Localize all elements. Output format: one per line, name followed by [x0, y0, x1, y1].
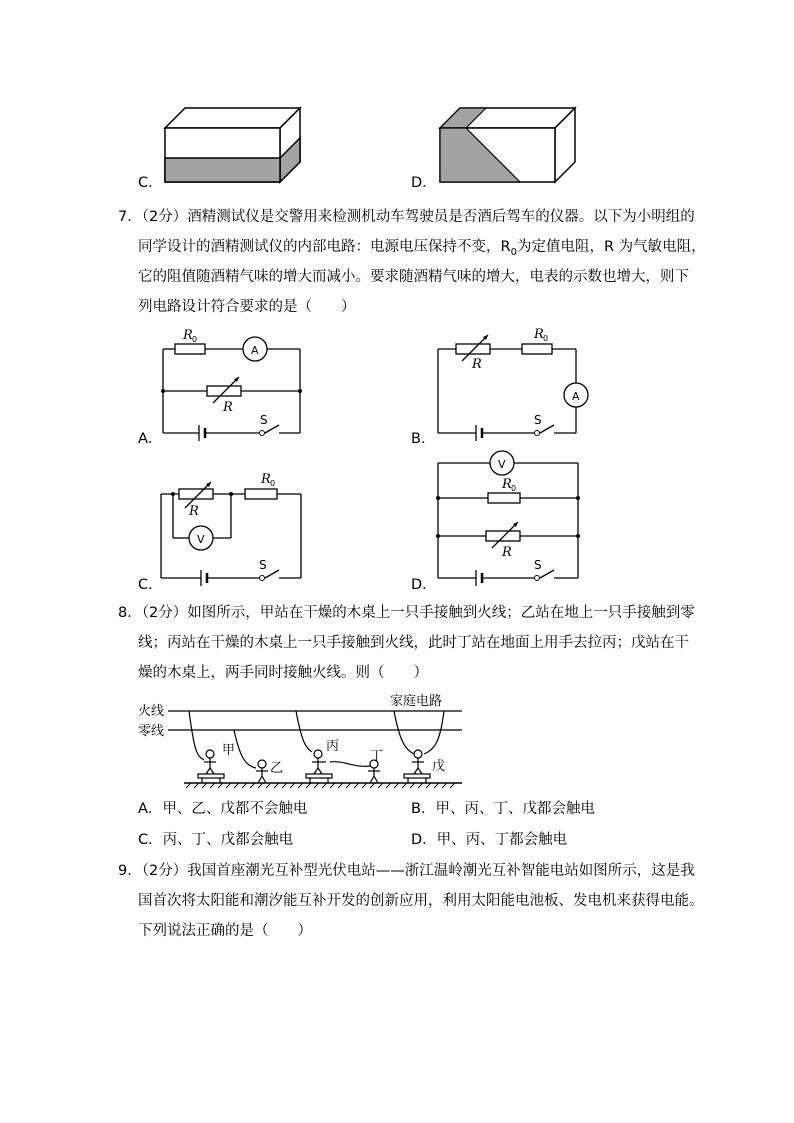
svg-text:丁: 丁: [370, 749, 384, 764]
svg-text:S: S: [534, 413, 542, 427]
q9-line-1: 9．（2分）我国首座潮光互补型光伏电站——浙江温岭潮光互补智能电站如图所示，这是我: [118, 863, 695, 879]
svg-text:R: R: [261, 472, 271, 487]
q7-option-c-label: C．: [138, 577, 163, 593]
svg-text:V: V: [197, 533, 205, 546]
q7-circuit-b: [430, 325, 600, 445]
q8-line-1: 8．（2分）如图所示，甲站在干燥的木桌上一只手接触到火线；乙站在地上一只手接触到零: [118, 605, 695, 621]
svg-text:S: S: [260, 413, 268, 427]
svg-text:V: V: [498, 458, 506, 471]
q6-option-d-label: D．: [411, 175, 437, 191]
q6-figure-c: [160, 100, 305, 190]
q9-line-2: 国首次将太阳能和潮汐能互补开发的创新应用，利用太阳能电池板、发电机来获得电能。: [138, 893, 704, 909]
q9-score: （2分）: [141, 863, 188, 879]
svg-text:R: R: [472, 357, 482, 372]
svg-text:R: R: [502, 477, 512, 492]
svg-text:R: R: [534, 327, 544, 342]
svg-text:0: 0: [511, 484, 517, 493]
q8-option-b: B．甲、丙、丁、戊都会触电: [411, 801, 595, 817]
svg-text:R: R: [223, 400, 233, 415]
svg-text:0: 0: [543, 334, 549, 343]
q7-option-a-label: A．: [138, 431, 163, 447]
q7-option-d-label: D．: [411, 577, 437, 593]
q7-option-b-label: B．: [411, 431, 436, 447]
q7-number: 7．: [118, 209, 142, 225]
svg-text:零线: 零线: [138, 724, 165, 739]
svg-text:0: 0: [192, 335, 198, 344]
q8-option-d: D．甲、丙、丁都会触电: [411, 832, 568, 848]
svg-text:丙: 丙: [326, 739, 340, 754]
svg-text:S: S: [259, 558, 267, 572]
q8-option-c: C．丙、丁、戊都会触电: [138, 832, 294, 848]
q8-option-a: A．甲、乙、戊都不会触电: [138, 801, 308, 817]
svg-text:A: A: [251, 344, 259, 357]
q7-text-1: 酒精测试仪是交警用来检测机动车驾驶员是否酒后驾车的仪器。以下为小明组的: [187, 209, 695, 225]
svg-text:乙: 乙: [270, 761, 284, 776]
q7-score: （2分）: [141, 209, 188, 225]
q7-line-4: 列电路设计符合要求的是（ ）: [138, 299, 356, 315]
svg-text:R: R: [183, 328, 193, 343]
q7-circuit-a: [155, 325, 315, 445]
svg-text:R: R: [189, 504, 199, 519]
svg-text:家庭电路: 家庭电路: [390, 694, 443, 709]
svg-text:A: A: [572, 390, 580, 403]
q8-score: （2分）: [141, 605, 188, 621]
svg-text:甲: 甲: [222, 743, 236, 758]
svg-text:0: 0: [270, 479, 276, 488]
q8-number: 8．: [118, 605, 142, 621]
q6-figure-d: [436, 100, 581, 190]
q7-line-3: 它的阻值随酒精气味的增大而减小。要求随酒精气味的增大，电表的示数也增大，则下: [138, 269, 689, 285]
q7-circuit-d: [430, 448, 590, 588]
q9-number: 9．: [118, 863, 142, 879]
q8-line-3: 燥的木桌上，两手同时接触火线。则（ ）: [138, 665, 428, 681]
q9-line-3: 下列说法正确的是（ ）: [138, 923, 312, 939]
q8-line-2: 线；丙站在干燥的木桌上一只手接触到火线，此时丁站在地面上用手去拉丙；戊站在干: [138, 635, 689, 651]
svg-text:火线: 火线: [138, 704, 165, 719]
q7-line-2: 同学设计的酒精测试仪的内部电路：电源电压保持不变，$R_0$为定值电阻，R 为气敏电阻，: [138, 239, 706, 258]
svg-text:R: R: [502, 545, 512, 560]
q7-line-1: [118, 202, 695, 232]
svg-text:S: S: [534, 558, 542, 572]
q6-option-c-label: C．: [138, 175, 163, 191]
q7-circuit-c: [155, 468, 315, 588]
svg-text:戊: 戊: [432, 759, 446, 774]
q8-household-circuit-figure: [134, 688, 474, 793]
